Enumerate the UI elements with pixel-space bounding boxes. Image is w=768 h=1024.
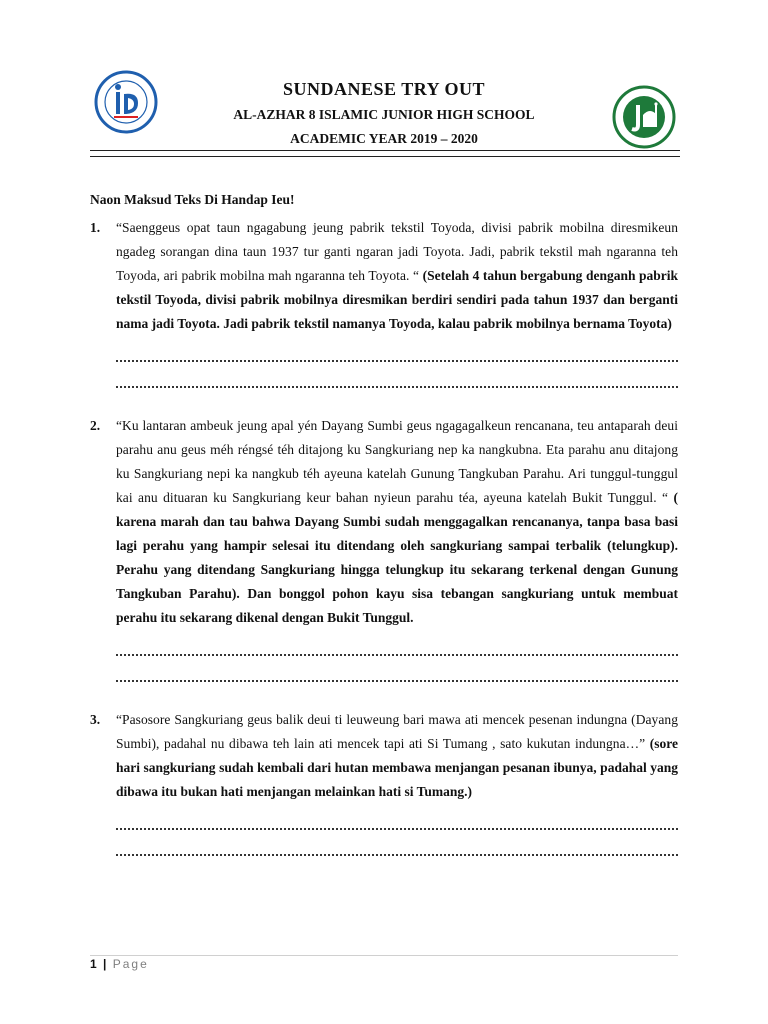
answer-line[interactable] xyxy=(116,666,678,682)
question-translation: (Setelah 4 tahun bergabung denganh pabrik tekstil Toyoda, divisi pabrik mobilnya diresmikan berdiri sendiri pada tahun 1937 dan berganti nama jadi Toyota. Jadi pabrik tekstil namanya Toyoda, kalau pabrik mobilnya bernama Toyota) xyxy=(116,268,679,331)
question-number: 2. xyxy=(90,418,101,433)
school-name: AL-AZHAR 8 ISLAMIC JUNIOR HIGH SCHOOL xyxy=(233,107,535,122)
question-3 xyxy=(90,708,678,856)
answer-line[interactable] xyxy=(116,814,678,830)
page-header xyxy=(160,75,608,151)
foundation-logo-right xyxy=(612,85,676,149)
exam-content xyxy=(90,190,678,856)
question-text: “Ku lantaran ambeuk jeung apal yén Dayang Sumbi geus ngagagalkeun rencanana, teu antaparah deui parahu anu geus méh réngsé téh ditajong ku Sangkuriang nep ka nangkubna. Eta parahu anu ditajong ku Sangkuriang nepi ka nangkub téh ayeuna katelah Gunung Tangkuban Parahu. Ari tunggul-tunggul kai anu dituaran ku Sangkuriang keur bahan nyieun parahu téa, ayeuna katelah Bukit Tunggul. “ xyxy=(116,418,678,505)
question-text: “Saenggeus opat taun ngagabung jeung pabrik tekstil Toyoda, divisi pabrik mobilna diresmikeun ngadeg sorangan dina taun 1937 tur ganti ngaran jadi Toyota. Jadi, pabrik tekstil mah ngaranna teh Toyoda, ari pabrik mobilna mah ngaranna teh Toyota. “ xyxy=(116,220,678,283)
footer-rule xyxy=(90,955,678,956)
question-translation: (sore hari sangkuriang sudah kembali dari hutan membawa menjangan pesanan ibunya, padahal yang dibawa itu bukan hati menjangan melainkan hati si Tumang.) xyxy=(116,736,678,799)
answer-line[interactable] xyxy=(116,840,678,856)
page-number: 1 xyxy=(90,957,97,971)
page-separator: | xyxy=(103,957,107,971)
exam-title: SUNDANESE TRY OUT xyxy=(283,79,485,99)
question-number: 1. xyxy=(90,220,101,235)
header-separator xyxy=(90,150,680,157)
school-logo-left xyxy=(94,70,158,134)
answer-line[interactable] xyxy=(116,372,678,388)
question-text: “Pasosore Sangkuriang geus balik deui ti leuweung bari mawa ati mencek pesenan indungna (Dayang Sumbi), padahal nu dibawa teh lain ati mencek tapi ati Si Tumang , sato kukutan indungna…” xyxy=(116,712,678,751)
page-label: Page xyxy=(112,957,149,971)
academic-year: ACADEMIC YEAR 2019 – 2020 xyxy=(290,131,478,146)
page-footer xyxy=(90,957,149,971)
question-2 xyxy=(90,414,678,682)
question-translation: ( karena marah dan tau bahwa Dayang Sumbi sudah menggagalkan rencananya, tanpa basa basi lagi perahu yang hampir selesai itu ditendang oleh sangkuriang sampai terbalik (telungkup). Perahu yang ditendang Sangkuriang hingga telungkup itu sekarang terkenal dengan Gunung Tangkuban Parahu). Dan bonggol pohon kayu sisa tebangan sangkuriang untuk membuat perahu itu sekarang dikenal dengan Bukit Tunggul. xyxy=(116,490,678,625)
answer-line[interactable] xyxy=(116,640,678,656)
question-number: 3. xyxy=(90,712,101,727)
question-1 xyxy=(90,216,678,388)
answer-line[interactable] xyxy=(116,346,678,362)
instruction-text: Naon Maksud Teks Di Handap Ieu! xyxy=(90,192,295,207)
